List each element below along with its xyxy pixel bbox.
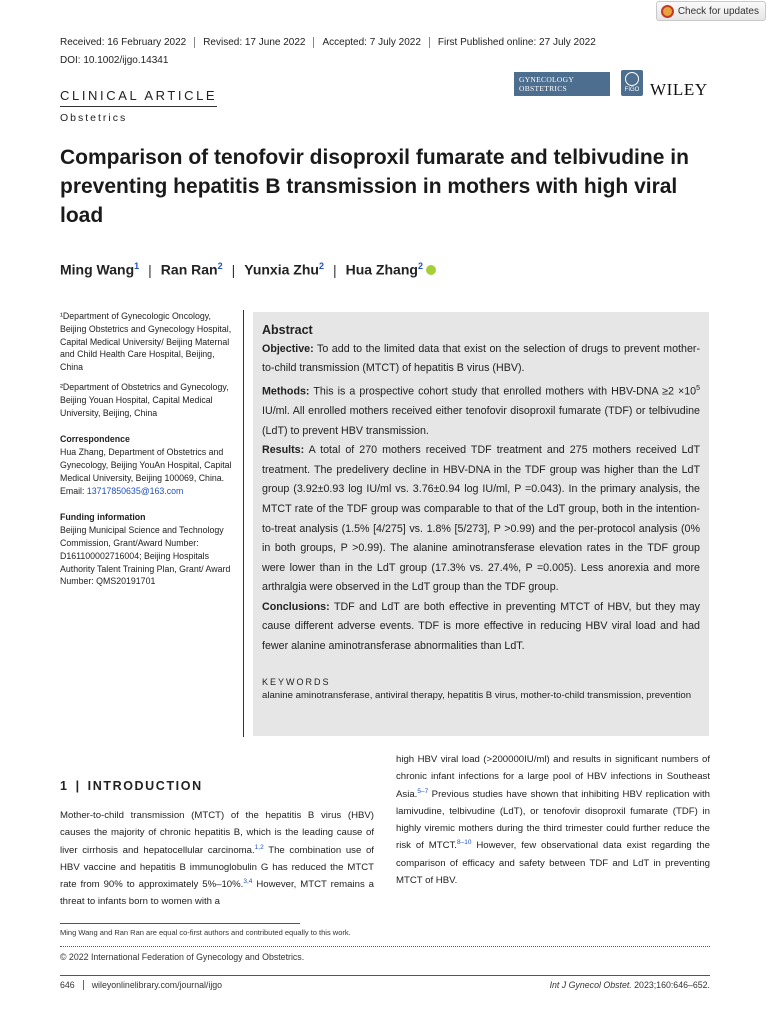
intro-text: The combination use of HBV vaccine and hepatitis B immunoglobulin G has reduced the MTCT rate from 90% to approximately 5%–10%. bbox=[60, 844, 374, 891]
journal-url[interactable]: wileyonlinelibrary.com/journal/ijgo bbox=[91, 980, 223, 990]
page-number: 646 bbox=[60, 980, 84, 990]
email-label: Email: bbox=[60, 485, 87, 496]
article-title: Comparison of tenofovir disoproxil fumarate and telbivudine in preventing hepatitis B transmission in mothers with high viral load bbox=[60, 146, 689, 227]
citation-link[interactable]: 8–10 bbox=[456, 839, 472, 847]
check-for-updates-button[interactable] bbox=[656, 1, 766, 21]
results-label: Results: bbox=[262, 444, 305, 457]
author[interactable] bbox=[244, 261, 324, 278]
funding-text: Beijing Municipal Science and Technology Commission, Grant/Award Number: D161100002716004; Beijing Hospitals Authority Talent Training Plan, Grant/ Award Number: QMS20191701 bbox=[60, 525, 231, 587]
abstract-methods bbox=[262, 379, 700, 441]
abstract-box bbox=[253, 312, 709, 736]
author-list bbox=[60, 261, 436, 278]
methods-text-b: IU/ml. All enrolled mothers received either tenofovir disoproxil fumarate (TDF) or telbivudine (LdT) to prevent HBV transmission. bbox=[262, 404, 700, 437]
page-footer-left bbox=[60, 980, 222, 990]
author-name: Ming Wang bbox=[60, 261, 135, 278]
dotted-divider bbox=[60, 946, 710, 947]
section-separator: | bbox=[75, 779, 81, 793]
correspondence-email bbox=[60, 485, 236, 498]
correspondence-heading: Correspondence bbox=[60, 434, 130, 445]
section-title: INTRODUCTION bbox=[87, 779, 203, 793]
author-name: Yunxia Zhu bbox=[244, 261, 319, 278]
page-footer-citation bbox=[550, 980, 710, 990]
conclusions-text: TDF and LdT are both effective in preventing MTCT of HBV, but they may cause different adverse events. TDF is more effective in reducing HBV viral load and had fewer alanine aminotransferase abnormalities than LdT. bbox=[262, 600, 700, 653]
author-affiliation-ref[interactable]: 1 bbox=[134, 261, 140, 271]
affiliation-1: ¹Department of Gynecologic Oncology, Beijing Obstetrics and Gynecology Hospital, Capital Medical University/ Beijing Maternal and Child Health Care Hospital, Beijing, China bbox=[60, 311, 232, 373]
globe-icon bbox=[625, 72, 639, 86]
author[interactable] bbox=[346, 261, 423, 278]
section-number: 1 bbox=[60, 779, 69, 793]
abstract-objective bbox=[262, 340, 700, 379]
journal-abbreviation: Int J Gynecol Obstet. bbox=[549, 980, 632, 990]
author-affiliation-ref[interactable]: 2 bbox=[318, 261, 324, 271]
conclusions-label: Conclusions: bbox=[262, 600, 330, 613]
objective-text: To add to the limited data that exist on the selection of drugs to prevent mother-to-child transmission (MTCT) of hepatitis B virus (HBV). bbox=[262, 342, 701, 375]
revised-date: Revised: 17 June 2022 bbox=[194, 37, 313, 48]
author-separator: | bbox=[332, 261, 337, 278]
intro-text: Previous studies have shown that inhibiting HBV replication with lamivudine, telbivudine (LdT), or tenofovir disoproxil fumarate (TDF) in highly viremic mothers during the third trimester could further reduce the risk of MTCT. bbox=[396, 788, 710, 852]
citation-link[interactable]: 5–7 bbox=[417, 787, 429, 795]
subject-category: Obstetrics bbox=[60, 112, 128, 124]
citation-link[interactable]: 1,2 bbox=[254, 843, 264, 851]
figo-logo-text: FIGO bbox=[624, 87, 640, 93]
author-affiliation-ref[interactable]: 2 bbox=[417, 261, 423, 271]
author-name: Hua Zhang bbox=[345, 261, 418, 278]
orcid-icon[interactable] bbox=[426, 265, 436, 275]
intro-text: However, MTCT remains a threat to infants born to women with a bbox=[60, 879, 375, 908]
article-type: CLINICAL ARTICLE bbox=[60, 88, 217, 107]
publication-history bbox=[60, 37, 604, 48]
copyright: © 2022 International Federation of Gynecology and Obstetrics. bbox=[60, 952, 305, 962]
footer-divider bbox=[60, 975, 710, 976]
author-name: Ran Ran bbox=[160, 261, 218, 278]
methods-exponent: 5 bbox=[696, 384, 700, 392]
intro-text: high HBV viral load (>200000IU/ml) and results in significant numbers of chronic infant infections for a large pool of HBV infections in Southeast Asia. bbox=[396, 754, 710, 800]
update-badge-icon bbox=[661, 5, 674, 18]
abstract-results bbox=[262, 441, 700, 598]
author[interactable] bbox=[60, 261, 139, 278]
methods-label: Methods: bbox=[262, 385, 310, 398]
body-column-left bbox=[60, 807, 374, 911]
doi[interactable]: DOI: 10.1002/ijgo.14341 bbox=[60, 55, 169, 66]
author[interactable] bbox=[161, 261, 223, 278]
keywords-heading: KEYWORDS bbox=[262, 676, 331, 687]
check-for-updates-label: Check for updates bbox=[677, 5, 759, 17]
section-heading-introduction bbox=[60, 779, 203, 793]
article-sidebar bbox=[60, 310, 236, 588]
intro-text: Mother-to-child transmission (MTCT) of the hepatitis B virus (HBV) causes the majority of chronic hepatitis B, which is the leading cause of liver cirrhosis and hepatocellular carcinoma. bbox=[60, 810, 374, 856]
citation-link[interactable]: 3,4 bbox=[243, 878, 253, 885]
citation-details: 2023;160:646–652. bbox=[631, 980, 710, 990]
author-separator: | bbox=[148, 261, 152, 278]
figo-logo bbox=[621, 70, 643, 96]
results-text: A total of 270 mothers received TDF treatment and 275 mothers received LdT treatment. The predelivery decline in HBV-DNA in the TDF group was higher than the LdT group (3.92±0.93 log IU/ml vs. 3.76±0.94 log IU/ml, P =0.043). In the primary analysis, the MTCT rate of the TDF group was comparable to that of the LdT group, both in the intention-to-treat analysis (1.5% [4/275] vs. 1.8% [5/273], P >0.99) and the per-protocol analysis (0% in both groups, P >0.99). The alanine aminotransferase elevation rates in the TDF group were lower than in the LdT group (17.3% vs. 27.4%, P =0.005). Less anorexia and more arthralgia were observed in the LdT group than the TDF group. bbox=[262, 444, 700, 594]
author-affiliation-ref[interactable]: 2 bbox=[217, 261, 223, 271]
abstract-conclusions bbox=[262, 598, 700, 657]
journal-logo: GYNECOLOGY OBSTETRICS bbox=[514, 72, 610, 96]
footnote-divider bbox=[60, 923, 300, 924]
abstract-heading: Abstract bbox=[262, 323, 313, 337]
intro-text: However, few observational data exist regarding the comparison of efficacy and safety between TDF and LdT in preventing MTCT of HBV. bbox=[396, 840, 710, 887]
methods-text-a: This is a prospective cohort study that enrolled mothers with HBV-DNA ≥2 ×10 bbox=[313, 385, 697, 398]
affiliation-2: ²Department of Obstetrics and Gynecology, Beijing Youan Hospital, Capital Medical University, Beijing, China bbox=[60, 381, 229, 418]
author-separator: | bbox=[231, 261, 236, 278]
published-date: First Published online: 27 July 2022 bbox=[429, 37, 604, 48]
body-column-right bbox=[396, 751, 710, 889]
sidebar-divider bbox=[243, 310, 244, 737]
publisher-logo: WILEY bbox=[650, 80, 708, 99]
footnote: Ming Wang and Ran Ran are equal co-first authors and contributed equally to this work. bbox=[60, 928, 351, 937]
correspondence-text: Hua Zhang, Department of Obstetrics and Gynecology, Beijing YouAn Hospital, Capital Medical University, Beijing 100069, China. bbox=[60, 447, 232, 483]
keywords-text: alanine aminotransferase, antiviral therapy, hepatitis B virus, mother-to-child transmission, prevention bbox=[262, 689, 692, 701]
funding-heading: Funding information bbox=[60, 512, 146, 523]
accepted-date: Accepted: 7 July 2022 bbox=[313, 37, 428, 48]
received-date: Received: 16 February 2022 bbox=[60, 37, 187, 48]
objective-label: Objective: bbox=[262, 342, 314, 355]
email-link[interactable]: 13717850635@163.com bbox=[86, 485, 184, 496]
